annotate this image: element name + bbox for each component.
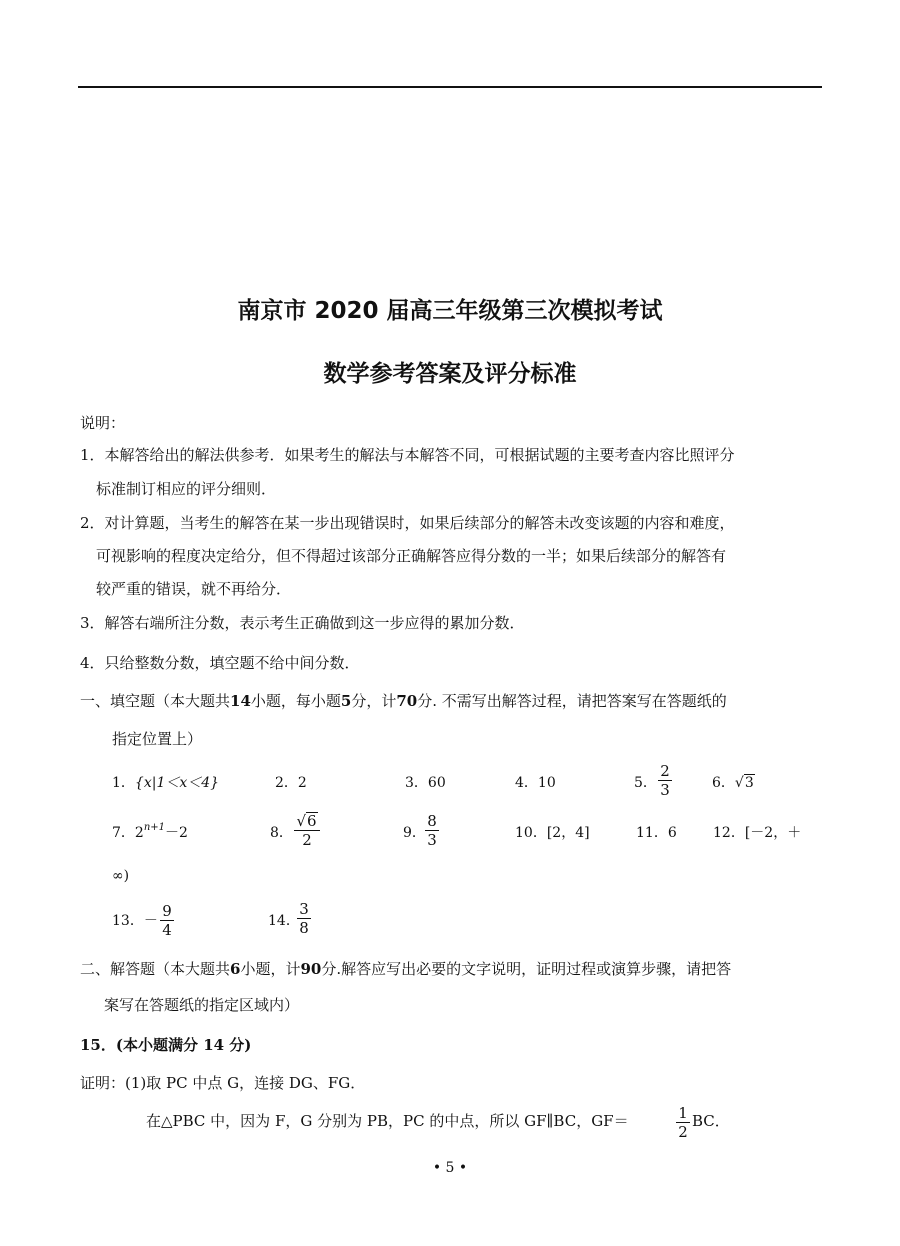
answer-6: 6．√3 (712, 775, 754, 791)
answer-5-fraction: $\frac{2}{3}$ (658, 762, 672, 799)
note-1-line-2: 标准制订相应的评分细则． (96, 480, 277, 498)
problem-15-step: 在△PBC 中，因为 F，G 分别为 PB，PC 的中点，所以 GF∥BC，GF＝ (146, 1112, 629, 1130)
answer-2: 2．2 (275, 775, 307, 791)
problem-15-fraction: $\frac{1}{2}$ (676, 1104, 690, 1141)
problem-15-step-tail: BC． (692, 1112, 730, 1130)
note-2-line-2: 可视影响的程度决定给分，但不得超过该部分正确解答应得分数的一半；如果后续部分的解答有 (96, 547, 727, 565)
answer-3: 3．60 (405, 775, 446, 791)
note-4: 4．只给整数分数，填空题不给中间分数． (80, 654, 360, 672)
page-title: 南京市 2020 届高三年级第三次模拟考试 (237, 298, 663, 324)
answer-4: 4．10 (515, 775, 556, 791)
section-1-heading: 一、填空题（本大题共14小题，每小题5分，计70分. 不需写出解答过程，请把答案写在答题纸的 (80, 692, 727, 710)
note-2-line-1: 2．对计算题，当考生的解答在某一步出现错误时，如果后续部分的解答未改变该题的内容和难度， (80, 514, 735, 532)
note-3: 3．解答右端所注分数，表示考生正确做到这一步应得的累加分数． (80, 614, 525, 632)
answer-12: 12．[－2，＋ (713, 825, 802, 841)
problem-15-heading: 15．(本小题满分 14 分) (80, 1036, 252, 1054)
answer-13-label: 13．－ (112, 913, 158, 929)
section-1-heading-line-2: 指定位置上） (112, 730, 203, 748)
answer-8-fraction: $\frac{√6}{2}$ (294, 812, 320, 849)
answer-8-label: 8． (270, 825, 293, 841)
answer-5-label: 5． (634, 775, 657, 791)
page-subtitle: 数学参考答案及评分标准 (323, 361, 577, 387)
header-rule (78, 86, 822, 88)
answer-10: 10．[2，4] (515, 825, 590, 841)
answer-7: 7．$2^{n+1}-2$ (112, 822, 188, 841)
page-number: • 5 • (432, 1160, 468, 1176)
answer-9-fraction: $\frac{8}{3}$ (425, 812, 439, 849)
note-2-line-3: 较严重的错误，就不再给分． (96, 580, 292, 598)
notes-heading: 说明： (80, 414, 126, 432)
note-1-line-1: 1．本解答给出的解法供参考．如果考生的解法与本解答不同，可根据试题的主要考查内容比照评分 (80, 446, 735, 464)
section-2-heading: 二、解答题（本大题共6小题，计90分.解答应写出必要的文字说明，证明过程或演算步骤，请把答 (80, 960, 732, 978)
answer-13-fraction: $\frac{9}{4}$ (160, 902, 174, 939)
answer-14-fraction: $\frac{3}{8}$ (297, 900, 311, 937)
answer-11: 11．6 (636, 825, 677, 841)
answer-9-label: 9． (403, 825, 426, 841)
section-2-heading-line-2: 案写在答题纸的指定区域内） (104, 996, 300, 1014)
answer-1: 1．{x|1＜x＜4} (112, 775, 220, 791)
answer-14-label: 14． (268, 913, 300, 929)
answer-12-wrap: ∞) (112, 868, 130, 884)
problem-15-proof-line: 证明：(1)取 PC 中点 G，连接 DG、FG． (80, 1074, 366, 1092)
